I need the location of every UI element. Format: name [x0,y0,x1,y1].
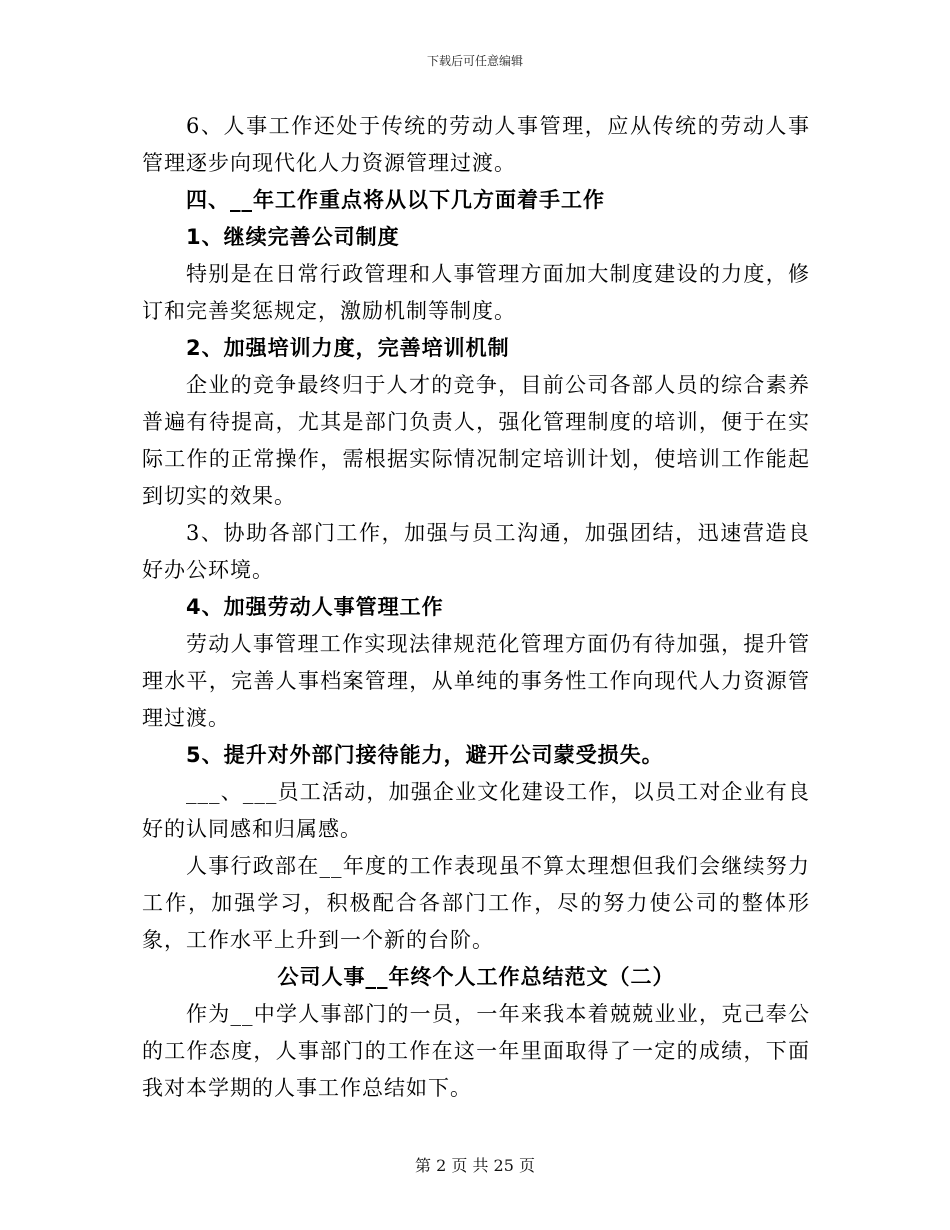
paragraph-conclusion: 人事行政部在__年度的工作表现虽不算太理想但我们会继续努力工作，加强学习，积极配合各部门工作，尽的努力使公司的整体形象，工作水平上升到一个新的台阶。 [142,854,810,952]
section-heading-work-focus: 四、__年工作重点将从以下几方面着手工作 [186,188,605,212]
subheading-training: 2、加强培训力度，完善培训机制 [186,336,510,360]
subheading-reception: 5、提升对外部门接待能力，避开公司蒙受损失。 [186,743,664,767]
page-header: 下载后可任意编辑 [426,54,523,68]
paragraph-labor-management: 劳动人事管理工作实现法律规范化管理方面仍有待加强，提升管理水平，完善人事档案管理，从单纯的事务性工作向现代人力资源管理过渡。 [142,632,810,730]
paragraph-intro-part-two: 作为__中学人事部门的一员，一年来我本着兢兢业业，克己奉公的工作态度，人事部门的工作在这一年里面取得了一定的成绩，下面我对本学期的人事工作总结如下。 [142,1002,810,1100]
paragraph-employee-activities: ___、___员工活动，加强企业文化建设工作，以员工对企业有良好的认同感和归属感。 [142,780,810,841]
paragraph-system-building: 特别是在日常行政管理和人事管理方面加大制度建设的力度，修订和完善奖惩规定，激励机制等制度。 [142,262,810,323]
paragraph-training: 企业的竞争最终归于人才的竞争，目前公司各部人员的综合素养普遍有待提高，尤其是部门负责人，强化管理制度的培训，便于在实际工作的正常操作，需根据实际情况制定培训计划，使培训工作能起到切实的效果。 [142,373,810,508]
page-number-footer: 第 2 页 共 25 页 [415,1156,535,1175]
subheading-improve-system: 1、继续完善公司制度 [186,225,400,249]
paragraph-item6-traditional-management: 6、人事工作还处于传统的劳动人事管理，应从传统的劳动人事管理逐步向现代化人力资源管理过渡。 [142,114,810,175]
document-body [142,108,810,1107]
paragraph-assist-departments: 3、协助各部门工作，加强与员工沟通，加强团结，迅速营造良好办公环境。 [142,521,810,582]
article-title-part-two: 公司人事__年终个人工作总结范文（二） [277,965,675,989]
subheading-labor-management: 4、加强劳动人事管理工作 [186,595,444,619]
